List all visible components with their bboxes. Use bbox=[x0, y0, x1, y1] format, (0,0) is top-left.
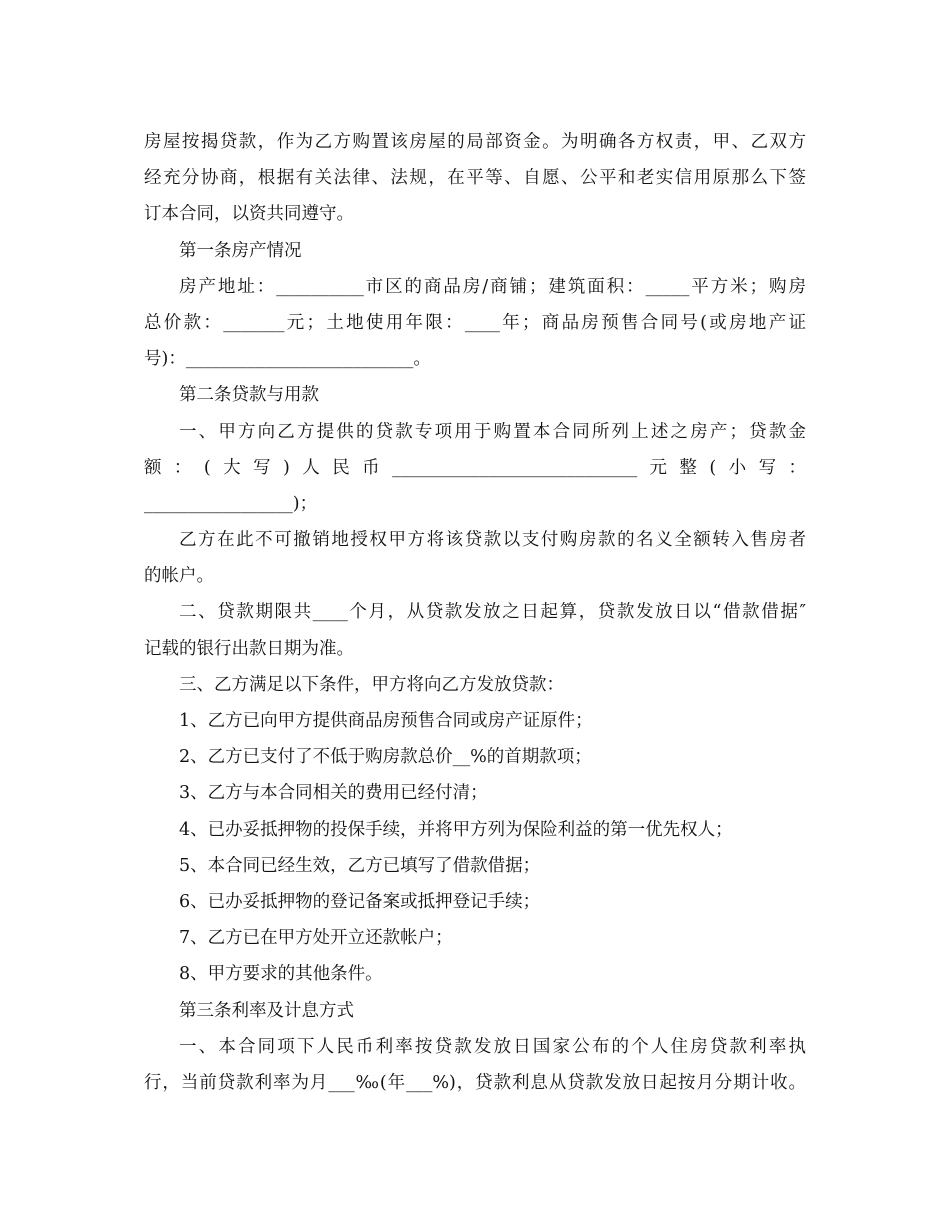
contract-body bbox=[144, 124, 806, 1101]
list-item: 3、乙方与本合同相关的费用已经付清； bbox=[179, 783, 488, 804]
text-line: 一、甲方向乙方提供的贷款专项用于购置本合同所列上述之房产；贷款金 bbox=[179, 421, 806, 442]
list-item: 8、甲方要求的其他条件。 bbox=[179, 964, 383, 985]
text-line: 房屋按揭贷款，作为乙方购置该房屋的局部资金。为明确各方权责，甲、乙双方 bbox=[144, 132, 806, 152]
list-item: 2、乙方已支付了不低于购房款总价__%的首期款项； bbox=[179, 747, 592, 768]
text-line: 房产地址：__________市区的商品房/商铺；建筑面积：_____平方米；购房 bbox=[179, 276, 806, 297]
text-line: 经充分协商，根据有关法律、法规，在平等、自愿、公平和老实信用原那么下签 bbox=[144, 168, 806, 189]
text-line: 总价款：_______元；土地使用年限：____年；商品房预售合同号(或房地产证 bbox=[144, 312, 806, 333]
list-item: 7、乙方已在甲方处开立还款帐户； bbox=[179, 928, 453, 949]
text-line: 额：(大写)人民币____________________________元整(小写： bbox=[144, 457, 806, 478]
text-line: 行，当前贷款利率为月___‰(年___%)，贷款利息从贷款发放日起按月分期计收。 bbox=[144, 1072, 806, 1093]
text-line: 三、乙方满足以下条件，甲方将向乙方发放贷款： bbox=[179, 674, 564, 695]
text-line: _________________)； bbox=[144, 493, 318, 514]
text-line: 二、贷款期限共____个月，从贷款发放之日起算，贷款发放日以“借款借据″ bbox=[179, 602, 806, 623]
text-line: 一、本合同项下人民币利率按贷款发放日国家公布的个人住房贷款利率执 bbox=[179, 1036, 806, 1057]
list-item: 6、已办妥抵押物的登记备案或抵押登记手续； bbox=[179, 891, 541, 912]
text-line: 的帐户。 bbox=[144, 566, 214, 587]
list-item: 5、本合同已经生效，乙方已填写了借款借据； bbox=[179, 855, 541, 876]
text-line: 乙方在此不可撤销地授权甲方将该贷款以支付购房款的名义全额转入售房者 bbox=[179, 530, 806, 551]
text-line: 订本合同，以资共同遵守。 bbox=[144, 204, 354, 225]
list-item: 1、乙方已向甲方提供商品房预售合同或房产证原件； bbox=[179, 711, 593, 731]
list-item: 4、已办妥抵押物的投保手续，并将甲方列为保险利益的第一优先权人； bbox=[179, 819, 733, 840]
section-heading: 第二条贷款与用款 bbox=[179, 385, 319, 406]
text-line: 记载的银行出款日期为准。 bbox=[144, 638, 354, 659]
text-line: 号)：__________________________。 bbox=[144, 349, 431, 370]
section-heading: 第一条房产情况 bbox=[179, 240, 302, 261]
section-heading: 第三条利率及计息方式 bbox=[179, 1000, 354, 1021]
